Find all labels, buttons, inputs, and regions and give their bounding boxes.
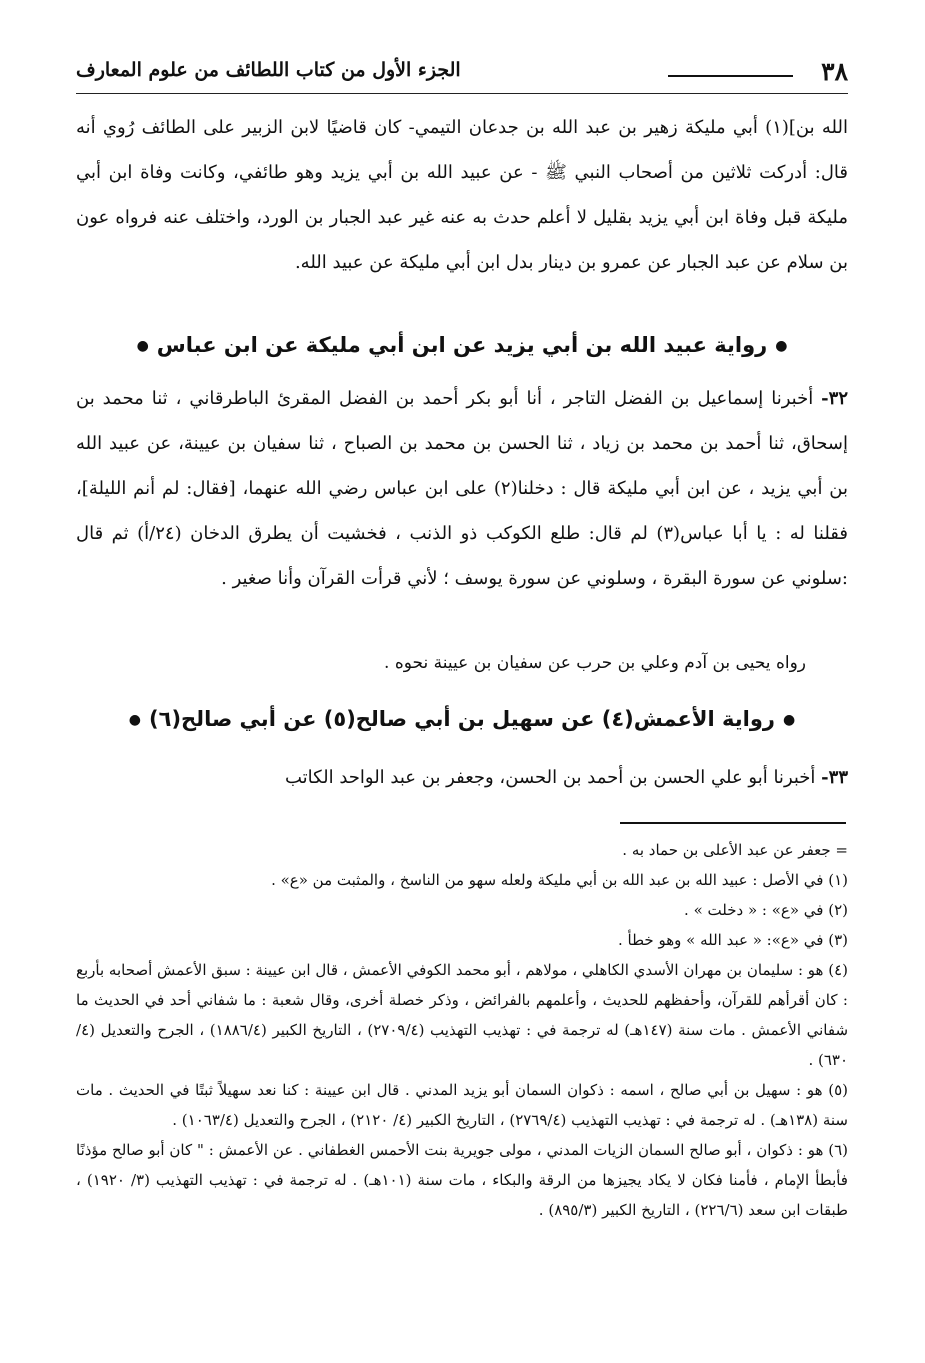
running-header: [76, 55, 848, 95]
footnote-2: (٢) في «ع» : « دخلت » .: [684, 901, 848, 919]
hadith-32: [76, 376, 848, 601]
footnote-5: (٥) هو : سهيل بن أبي صالح ، اسمه : ذكوان السمان أبو يزيد المدني . قال ابن عيينة : كنا نعد سهيلاً ثبتًا في الحديث . مات سنة (١٣٨هـ) . له ترجمة في : تهذيب التهذيب (٢٧٦٩/٤) ، التاريخ الكبير (٤/ ٢١٢٠) ، الجرح والتعديل (١٠٦٣/٤) .: [76, 1081, 848, 1129]
hadith-33: [76, 755, 848, 800]
section-heading-2: [76, 707, 848, 731]
page-number: ٣٨: [821, 57, 848, 86]
header-underline: [76, 93, 848, 94]
section-heading-1: [76, 333, 848, 357]
footnote-continuation: = جعفر عن عبد الأعلى بن حماد به .: [622, 841, 848, 859]
footnote-1: (١) في الأصل : عبيد الله بن عبد الله بن أبي مليكة ولعله سهو من الناسخ ، والمثبت من «ع» .: [271, 871, 848, 889]
hadith-32-text: أخبرنا إسماعيل بن الفضل التاجر ، أنا أبو بكر أحمد بن الفضل المقرئ الباطرقاني ، ثنا محمد بن إسحاق، ثنا أحمد بن محمد بن زياد ، ثنا الحسن بن محمد بن الصباح ، ثنا سفيان بن عيينة، عن عبيد الله بن أبي يزيد ، عن ابن أبي مليكة قال : دخلنا(٢) على ابن عباس رضي الله عنهما، [فقال: لم أنم الليلة]، فقلنا له : يا أبا عباس(٣) لم قال: طلع الكوكب ذو الذنب ، فخشيت أن يطرق الدخان (٢٤/أ) ثم قال :سلوني عن سورة البقرة ، وسلوني عن سورة يوسف ؛ لأني قرأت القرآن وأنا صغير .: [76, 388, 848, 589]
bullet-icon: ●: [775, 338, 788, 354]
hadith-33-number: ٣٣-: [821, 767, 848, 788]
header-dash-rule: [668, 75, 793, 77]
bullet-icon: ●: [782, 712, 796, 728]
section-heading-2-text: رواية الأعمش(٤) عن سهيل بن أبي صالح(٥) عن أبي صالح(٦): [149, 707, 775, 731]
footnotes: [76, 835, 848, 1225]
narration-note: رواه يحيى بن آدم وعلي بن حرب عن سفيان بن عيينة نحوه .: [384, 653, 806, 673]
paragraph-1: الله بن](١) أبي مليكة زهير بن عبد الله بن جدعان التيمي- كان قاضيًا لابن الزبير على الطائف رُوي أنه قال: أدركت ثلاثين من أصحاب النبي ﷺ - عن عبيد الله بن أبي يزيد وهو طائفي، وكانت وفاة ابن أبي مليكة قبل وفاة ابن أبي يزيد بقليل لا أعلم حدث به عنه غير عبد الجبار بن الورد، واختلف عنه فرواه عون بن سلام عن عبد الجبار عن عمرو بن دينار بدل ابن أبي مليكة عن عبيد الله.: [76, 117, 848, 273]
footnote-4: (٤) هو : سليمان بن مهران الأسدي الكاهلي ، مولاهم ، أبو محمد الكوفي الأعمش ، قال ابن عيينة : سبق الأعمش أصحابه بأربع : كان أقرأهم للقرآن، وأحفظهم للحديث ، وأعلمهم بالفرائض ، وذكر خصلة أخرى، وقال شعبة : ما شفاني أحد في الحديث ما شفاني الأعمش . مات سنة (١٤٧هـ) له ترجمة في : تهذيب التهذيب (٢٧٠٩/٤) ، التاريخ الكبير (١٨٨٦/٤) ، الجرح والتعديل (٤/ ٦٣٠) .: [76, 961, 849, 1069]
bullet-icon: ●: [128, 712, 142, 728]
footnote-separator: [620, 822, 846, 824]
hadith-33-text: أخبرنا أبو علي الحسن بن أحمد بن الحسن، وجعفر بن عبد الواحد الكاتب: [285, 767, 816, 788]
header-title: الجزء الأول من كتاب اللطائف من علوم المعارف: [76, 59, 461, 81]
section-heading-1-text: رواية عبيد الله بن أبي يزيد عن ابن أبي مليكة عن ابن عباس: [156, 333, 768, 357]
hadith-32-number: ٣٢-: [821, 388, 848, 409]
footnote-3: (٣) في «ع»: « عبد الله » وهو خطأ .: [618, 931, 848, 949]
bullet-icon: ●: [136, 338, 149, 354]
footnote-6: (٦) هو : ذكوان ، أبو صالح السمان الزيات المدني ، مولى جويرية بنت الأحمس الغطفاني . عن الأعمش : " كان أبو صالح مؤذنًا فأبطأ الإمام ، فأمنا فكان لا يكاد يجيزها من الرقة والبكاء ، مات سنة (١٠١هـ) . له ترجمة في : تهذيب التهذيب (٣/ ١٩٢٠) ، طبقات ابن سعد (٢٢٦/٦) ، التاريخ الكبير (٨٩٥/٣) .: [76, 1141, 848, 1219]
